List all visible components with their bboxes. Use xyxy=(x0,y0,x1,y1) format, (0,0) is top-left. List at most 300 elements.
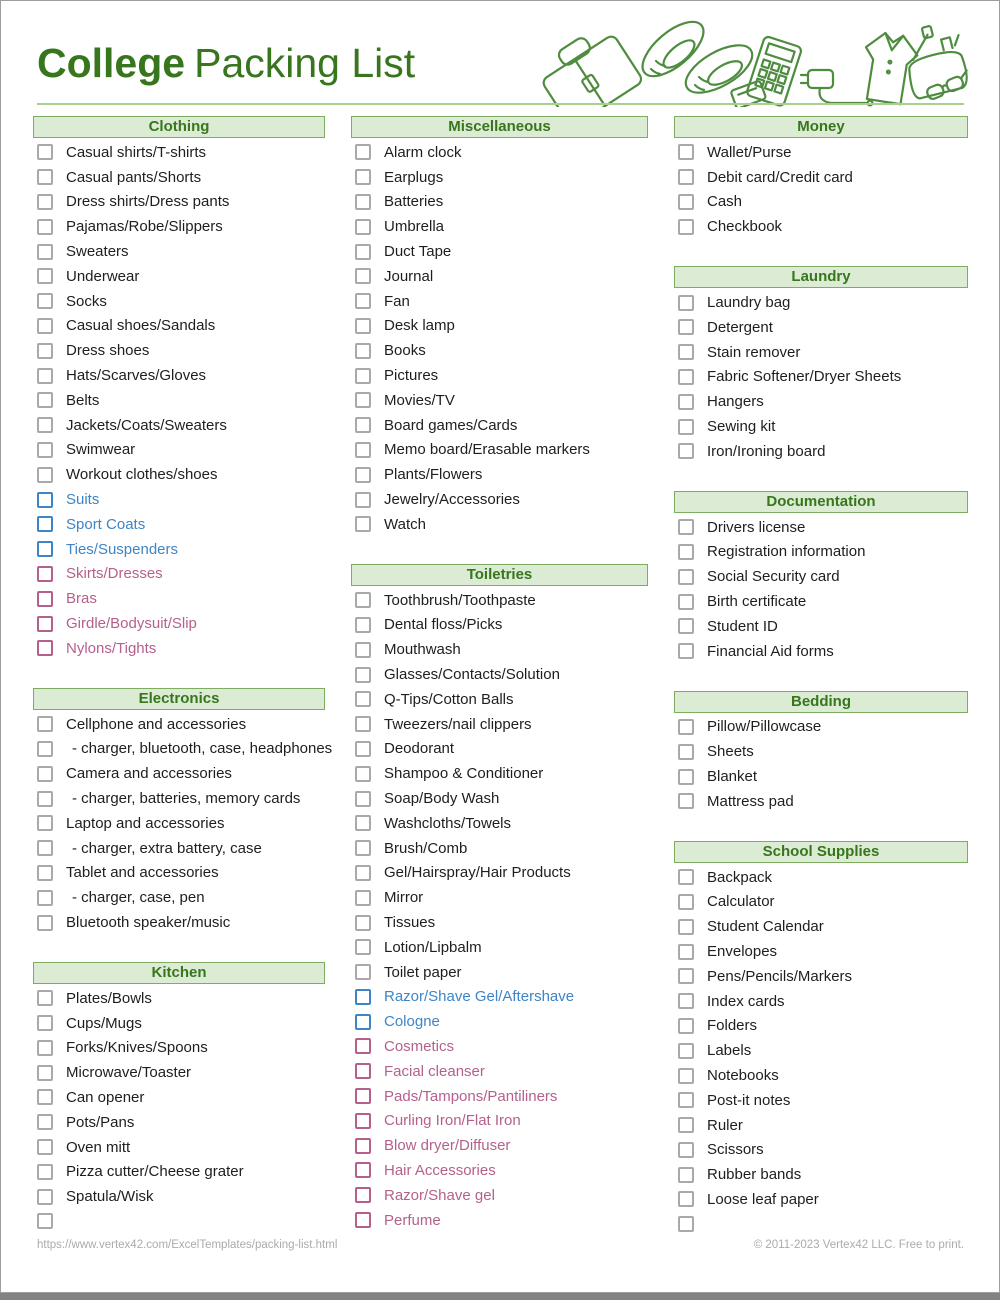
checkbox[interactable] xyxy=(37,541,53,557)
list-item xyxy=(33,761,325,786)
checkbox[interactable] xyxy=(37,915,53,931)
checkbox[interactable] xyxy=(678,894,694,910)
item-label: - charger, batteries, memory cards xyxy=(72,790,301,808)
list-item xyxy=(351,438,648,463)
section-laundry xyxy=(674,266,968,464)
item-label: Toilet paper xyxy=(384,963,462,981)
list-item xyxy=(33,338,325,363)
list-item xyxy=(33,1184,325,1209)
list-item xyxy=(351,1208,648,1233)
checkbox[interactable] xyxy=(355,144,371,160)
section-header-bedding: Bedding xyxy=(674,691,968,713)
item-label: Blow dryer/Diffuser xyxy=(384,1137,511,1155)
list-item xyxy=(351,861,648,886)
list-item xyxy=(33,165,325,190)
item-label: Scissors xyxy=(707,1141,764,1159)
item-label: Pads/Tampons/Pantiliners xyxy=(384,1087,558,1105)
checkbox[interactable] xyxy=(355,1088,371,1104)
checkbox[interactable] xyxy=(678,1191,694,1207)
item-label: Glasses/Contacts/Solution xyxy=(384,666,560,684)
checkbox[interactable] xyxy=(678,569,694,585)
item-label: Camera and accessories xyxy=(66,765,232,783)
checkbox[interactable] xyxy=(678,1117,694,1133)
section-bedding xyxy=(674,691,968,814)
item-label: Perfume xyxy=(384,1211,441,1229)
checkbox[interactable] xyxy=(678,993,694,1009)
section-header-documentation: Documentation xyxy=(674,491,968,513)
checkbox[interactable] xyxy=(355,442,371,458)
list-item xyxy=(674,290,968,315)
item-label: Casual shirts/T-shirts xyxy=(66,143,207,161)
item-label: Student ID xyxy=(707,617,778,635)
checkbox[interactable] xyxy=(355,865,371,881)
suitcase-icon xyxy=(533,21,644,107)
footer-copyright: © 2011-2023 Vertex42 LLC. Free to print. xyxy=(753,1239,964,1251)
item-label: Hats/Scarves/Gloves xyxy=(66,367,207,385)
list-item xyxy=(674,1162,968,1187)
checkbox[interactable] xyxy=(678,295,694,311)
list-item xyxy=(33,363,325,388)
list-item xyxy=(674,365,968,390)
list-item xyxy=(33,1209,325,1234)
section-miscellaneous xyxy=(351,116,648,537)
checkbox[interactable] xyxy=(678,594,694,610)
checkbox[interactable] xyxy=(678,1068,694,1084)
item-label: Registration information xyxy=(707,543,866,561)
checkbox[interactable] xyxy=(678,1043,694,1059)
checkbox[interactable] xyxy=(355,791,371,807)
checkbox[interactable] xyxy=(355,1063,371,1079)
item-label: Cologne xyxy=(384,1013,440,1031)
checkbox[interactable] xyxy=(678,319,694,335)
checkbox[interactable] xyxy=(678,793,694,809)
checkbox[interactable] xyxy=(37,865,53,881)
checkbox[interactable] xyxy=(678,443,694,459)
list-item xyxy=(674,939,968,964)
header-illustration xyxy=(521,13,973,107)
item-label: Duct Tape xyxy=(384,243,452,261)
checkbox[interactable] xyxy=(37,1139,53,1155)
checkbox[interactable] xyxy=(678,544,694,560)
item-label: Microwave/Toaster xyxy=(66,1064,192,1082)
item-label: Ruler xyxy=(707,1116,743,1134)
checkbox[interactable] xyxy=(355,293,371,309)
item-label: Rubber bands xyxy=(707,1166,802,1184)
section-header-clothing: Clothing xyxy=(33,116,325,138)
checkbox[interactable] xyxy=(37,1089,53,1105)
item-label: Debit card/Credit card xyxy=(707,168,853,186)
checkbox[interactable] xyxy=(355,392,371,408)
checkbox[interactable] xyxy=(355,617,371,633)
checkbox[interactable] xyxy=(355,592,371,608)
item-label: Skirts/Dresses xyxy=(66,565,163,583)
checkbox[interactable] xyxy=(37,566,53,582)
item-label: Mouthwash xyxy=(384,641,461,659)
item-label: Labels xyxy=(707,1042,752,1060)
item-label: - charger, case, pen xyxy=(72,889,205,907)
checkbox[interactable] xyxy=(355,1038,371,1054)
checkbox[interactable] xyxy=(678,394,694,410)
checkbox[interactable] xyxy=(37,1015,53,1031)
checkbox[interactable] xyxy=(355,492,371,508)
list-item xyxy=(674,715,968,740)
checkbox[interactable] xyxy=(37,1213,53,1229)
shirt-icon xyxy=(858,30,920,105)
list-item xyxy=(351,1108,648,1133)
checkbox[interactable] xyxy=(355,1187,371,1203)
checkbox[interactable] xyxy=(678,643,694,659)
checkbox[interactable] xyxy=(355,989,371,1005)
checkbox[interactable] xyxy=(37,467,53,483)
item-label: Dress shoes xyxy=(66,342,150,360)
checkbox[interactable] xyxy=(678,919,694,935)
checkbox[interactable] xyxy=(355,194,371,210)
item-label: Jackets/Coats/Sweaters xyxy=(66,416,227,434)
list-item xyxy=(351,338,648,363)
checkbox[interactable] xyxy=(355,815,371,831)
item-label: Mattress pad xyxy=(707,792,794,810)
item-label: Bluetooth speaker/music xyxy=(66,914,231,931)
title-packing-list: Packing List xyxy=(194,40,416,86)
checkbox[interactable] xyxy=(678,219,694,235)
list-item xyxy=(674,315,968,340)
list-item xyxy=(33,737,333,762)
item-label: Birth certificate xyxy=(707,593,807,611)
section-money xyxy=(674,116,968,239)
list-item xyxy=(674,540,968,565)
item-label: Desk lamp xyxy=(384,317,455,335)
checkbox[interactable] xyxy=(355,642,371,658)
checkbox[interactable] xyxy=(678,369,694,385)
section-kitchen xyxy=(33,962,325,1234)
list-item xyxy=(351,388,648,413)
item-label: Spatula/Wisk xyxy=(66,1188,154,1206)
list-item xyxy=(351,712,648,737)
list-item xyxy=(351,637,648,662)
checkbox[interactable] xyxy=(37,791,53,807)
checkbox[interactable] xyxy=(678,1216,694,1232)
item-label: Iron/Ironing board xyxy=(707,442,826,460)
item-label: Student Calendar xyxy=(707,918,824,936)
item-label: Pizza cutter/Cheese grater xyxy=(66,1163,244,1181)
item-label: Detergent xyxy=(707,318,773,336)
checkbox[interactable] xyxy=(37,368,53,384)
checkbox[interactable] xyxy=(355,741,371,757)
list-item xyxy=(33,413,325,438)
list-item xyxy=(674,1113,968,1138)
item-label: Blanket xyxy=(707,768,758,786)
checkbox[interactable] xyxy=(355,318,371,334)
item-label: Facial cleanser xyxy=(384,1062,485,1080)
list-item xyxy=(351,1059,648,1084)
checkbox[interactable] xyxy=(355,691,371,707)
item-label: Forks/Knives/Spoons xyxy=(66,1039,208,1057)
checkbox[interactable] xyxy=(355,244,371,260)
item-label: Socks xyxy=(66,292,107,310)
list-item xyxy=(674,739,968,764)
item-label: Gel/Hairspray/Hair Products xyxy=(384,864,571,882)
item-label: Plants/Flowers xyxy=(384,466,483,484)
checkbox[interactable] xyxy=(355,169,371,185)
list-item xyxy=(674,1088,968,1113)
item-label: Razor/Shave gel xyxy=(384,1186,495,1204)
checkbox[interactable] xyxy=(37,244,53,260)
item-label: Can opener xyxy=(66,1088,145,1106)
title-college: College xyxy=(37,40,186,86)
item-label: Earplugs xyxy=(384,168,444,186)
list-item xyxy=(674,964,968,989)
list-item xyxy=(33,487,325,512)
checkbox[interactable] xyxy=(678,194,694,210)
list-item xyxy=(674,1187,968,1212)
item-label: Underwear xyxy=(66,267,140,285)
item-label: Plates/Bowls xyxy=(66,989,152,1007)
list-item xyxy=(351,935,648,960)
checkbox[interactable] xyxy=(678,769,694,785)
checkbox[interactable] xyxy=(37,417,53,433)
section-header-electronics: Electronics xyxy=(33,688,325,710)
list-item xyxy=(33,1085,325,1110)
item-label: Pots/Pans xyxy=(66,1113,135,1131)
section-header-school-supplies: School Supplies xyxy=(674,841,968,863)
list-item xyxy=(674,639,968,664)
list-item xyxy=(674,914,968,939)
checkbox[interactable] xyxy=(355,840,371,856)
list-item xyxy=(33,910,325,935)
list-item xyxy=(674,764,968,789)
checkbox[interactable] xyxy=(355,890,371,906)
item-label: Tissues xyxy=(384,914,436,931)
list-item xyxy=(674,190,968,215)
item-label: Batteries xyxy=(384,193,444,211)
item-label: Dress shirts/Dress pants xyxy=(66,193,230,211)
item-label: Laptop and accessories xyxy=(66,814,225,832)
calculator-icon xyxy=(746,36,802,107)
list-item xyxy=(351,1133,648,1158)
list-item xyxy=(674,165,968,190)
item-label: Financial Aid forms xyxy=(707,642,834,660)
column-2 xyxy=(351,116,648,1264)
checkbox[interactable] xyxy=(678,1142,694,1158)
checkbox[interactable] xyxy=(37,990,53,1006)
list-item xyxy=(674,890,968,915)
checkbox[interactable] xyxy=(37,144,53,160)
list-item xyxy=(674,1138,968,1163)
checkbox[interactable] xyxy=(37,716,53,732)
checkbox[interactable] xyxy=(678,344,694,360)
checkbox[interactable] xyxy=(355,1162,371,1178)
checkbox[interactable] xyxy=(37,890,53,906)
checkbox[interactable] xyxy=(678,744,694,760)
item-label: Girdle/Bodysuit/Slip xyxy=(66,615,197,633)
checkbox[interactable] xyxy=(355,716,371,732)
checkbox[interactable] xyxy=(37,516,53,532)
list-item xyxy=(351,885,648,910)
list-item xyxy=(351,239,648,264)
list-item xyxy=(351,737,648,762)
list-item xyxy=(351,1158,648,1183)
list-item xyxy=(674,214,968,239)
list-item xyxy=(351,190,648,215)
list-item xyxy=(351,314,648,339)
item-label: Lotion/Lipbalm xyxy=(384,938,482,956)
item-label: Watch xyxy=(384,515,426,533)
item-label: - charger, bluetooth, case, headphones xyxy=(72,740,333,758)
checkbox[interactable] xyxy=(355,467,371,483)
checkbox[interactable] xyxy=(37,815,53,831)
item-label: Washcloths/Towels xyxy=(384,814,511,832)
list-item xyxy=(33,190,325,215)
checkbox[interactable] xyxy=(355,343,371,359)
list-item xyxy=(674,140,968,165)
checkbox[interactable] xyxy=(37,268,53,284)
page-header xyxy=(1,1,999,116)
checkbox[interactable] xyxy=(37,840,53,856)
checkbox[interactable] xyxy=(37,194,53,210)
section-header-money: Money xyxy=(674,116,968,138)
list-item xyxy=(33,239,325,264)
checkbox[interactable] xyxy=(355,667,371,683)
item-label: Nylons/Tights xyxy=(66,639,157,657)
checkbox[interactable] xyxy=(678,519,694,535)
checkbox[interactable] xyxy=(355,268,371,284)
list-item xyxy=(351,1183,648,1208)
checkbox[interactable] xyxy=(37,392,53,408)
list-item xyxy=(33,1011,325,1036)
list-item xyxy=(33,462,325,487)
checkbox[interactable] xyxy=(678,968,694,984)
checkbox[interactable] xyxy=(37,1189,53,1205)
checkbox[interactable] xyxy=(37,640,53,656)
item-label: Umbrella xyxy=(384,218,445,236)
item-label: Tablet and accessories xyxy=(66,864,219,882)
list-item xyxy=(351,613,648,638)
item-label: Calculator xyxy=(707,893,775,911)
item-label: Folders xyxy=(707,1017,758,1035)
page-title xyxy=(37,41,415,86)
checkbox[interactable] xyxy=(678,419,694,435)
item-label: Razor/Shave Gel/Aftershave xyxy=(384,988,575,1006)
checkbox[interactable] xyxy=(37,1065,53,1081)
item-label: Oven mitt xyxy=(66,1138,131,1156)
item-label: Sweaters xyxy=(66,243,129,261)
checkbox[interactable] xyxy=(37,169,53,185)
column-1 xyxy=(33,116,333,1264)
item-label: Deodorant xyxy=(384,740,455,758)
list-item xyxy=(33,1159,325,1184)
list-item xyxy=(33,586,325,611)
checkbox[interactable] xyxy=(678,719,694,735)
checkbox[interactable] xyxy=(37,492,53,508)
item-label: Fan xyxy=(384,292,410,310)
checkbox[interactable] xyxy=(678,169,694,185)
item-label: Mirror xyxy=(384,889,424,907)
checkbox[interactable] xyxy=(678,144,694,160)
checkbox[interactable] xyxy=(37,318,53,334)
checkbox[interactable] xyxy=(355,417,371,433)
list-item xyxy=(351,1009,648,1034)
checkbox[interactable] xyxy=(678,869,694,885)
charger-icon xyxy=(801,70,872,105)
checkbox[interactable] xyxy=(678,944,694,960)
list-item xyxy=(351,985,648,1010)
list-item xyxy=(33,537,325,562)
item-label: Checkbook xyxy=(707,218,783,236)
list-item xyxy=(351,836,648,861)
checkbox[interactable] xyxy=(355,766,371,782)
checkbox[interactable] xyxy=(37,343,53,359)
checkbox[interactable] xyxy=(678,1018,694,1034)
checkbox[interactable] xyxy=(37,293,53,309)
section-header-kitchen: Kitchen xyxy=(33,962,325,984)
item-label: Loose leaf paper xyxy=(707,1190,819,1208)
list-item xyxy=(33,289,325,314)
list-item xyxy=(33,861,325,886)
item-label: Casual shoes/Sandals xyxy=(66,317,216,335)
list-item xyxy=(351,761,648,786)
checkbox[interactable] xyxy=(355,964,371,980)
checkbox[interactable] xyxy=(678,1092,694,1108)
checkbox[interactable] xyxy=(37,741,53,757)
list-item xyxy=(351,140,648,165)
checkbox[interactable] xyxy=(355,516,371,532)
checkbox[interactable] xyxy=(37,591,53,607)
checkbox[interactable] xyxy=(37,1164,53,1180)
checkbox[interactable] xyxy=(37,1040,53,1056)
checkbox[interactable] xyxy=(355,1212,371,1228)
item-label: Movies/TV xyxy=(384,391,455,409)
item-label: Shampoo & Conditioner xyxy=(384,765,544,783)
list-item xyxy=(33,264,325,289)
checkbox[interactable] xyxy=(355,1014,371,1030)
item-label: Memo board/Erasable markers xyxy=(384,441,590,459)
checkbox[interactable] xyxy=(355,1113,371,1129)
checkbox[interactable] xyxy=(355,219,371,235)
list-item xyxy=(674,989,968,1014)
checkbox[interactable] xyxy=(37,1114,53,1130)
checkbox[interactable] xyxy=(678,618,694,634)
item-label: Laundry bag xyxy=(707,294,791,312)
section-school-supplies xyxy=(674,841,968,1237)
list-item xyxy=(33,811,325,836)
list-item xyxy=(33,836,325,861)
item-label: Hair Accessories xyxy=(384,1161,496,1179)
list-item xyxy=(674,1063,968,1088)
list-item xyxy=(33,512,325,537)
checkbox[interactable] xyxy=(355,915,371,931)
section-toiletries xyxy=(351,564,648,1233)
checkbox[interactable] xyxy=(37,219,53,235)
checkbox[interactable] xyxy=(37,766,53,782)
checkbox[interactable] xyxy=(678,1167,694,1183)
checkbox[interactable] xyxy=(355,368,371,384)
item-label: Belts xyxy=(66,391,100,409)
item-label: Books xyxy=(384,342,426,360)
checkbox[interactable] xyxy=(355,1138,371,1154)
checkbox[interactable] xyxy=(355,939,371,955)
footer-url[interactable]: https://www.vertex42.com/ExcelTemplates/packing-list.html xyxy=(37,1239,338,1251)
list-item xyxy=(674,414,968,439)
item-label: Q-Tips/Cotton Balls xyxy=(384,690,514,708)
item-label: Dental floss/Picks xyxy=(384,616,503,634)
item-label: Pajamas/Robe/Slippers xyxy=(66,218,223,236)
checkbox[interactable] xyxy=(37,616,53,632)
list-item xyxy=(674,865,968,890)
item-label: Cosmetics xyxy=(384,1037,455,1055)
checkbox[interactable] xyxy=(37,442,53,458)
list-item xyxy=(351,413,648,438)
page-footer xyxy=(37,1239,964,1251)
